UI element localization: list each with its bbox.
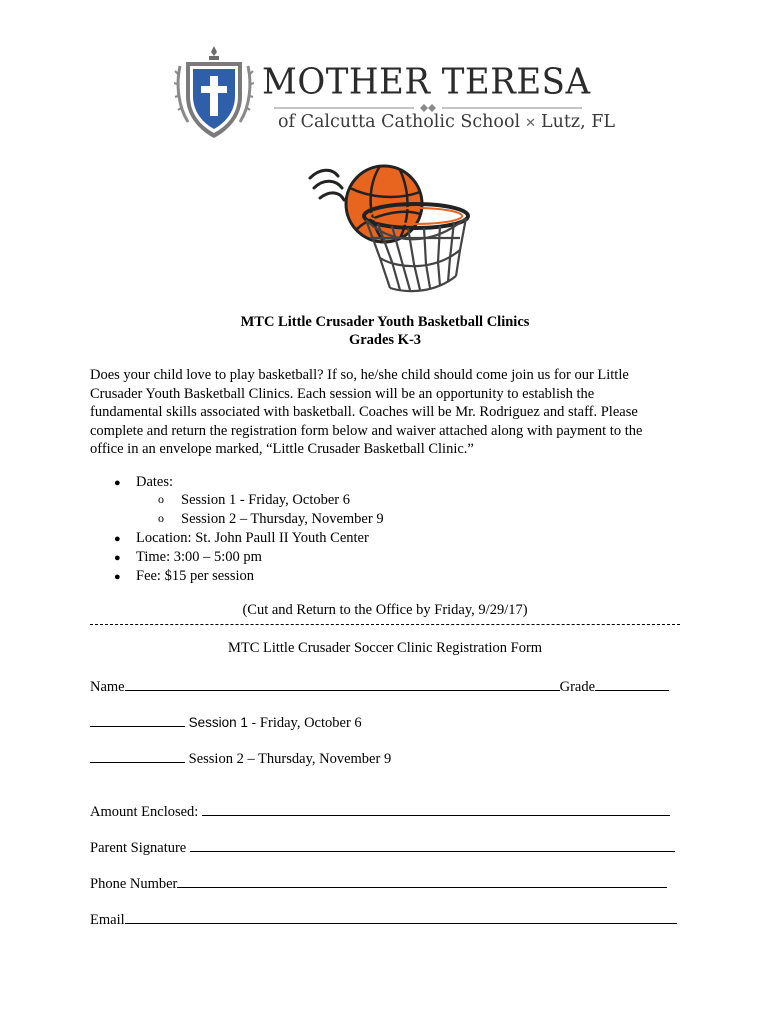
intro-paragraph (90, 366, 680, 459)
school-subtitle-name: of Calcutta Catholic School (278, 112, 521, 132)
session-1-checkbox-field[interactable] (90, 712, 185, 727)
dates-label: Dates: (136, 474, 174, 490)
school-location: Lutz, FL (540, 112, 616, 132)
session-1-date-text: Friday, October 6 (259, 715, 362, 731)
signature-field[interactable] (190, 837, 675, 852)
name-field[interactable] (125, 676, 560, 691)
name-grade-row (90, 676, 669, 696)
phone-row (90, 873, 667, 893)
phone-field[interactable] (177, 873, 667, 888)
signature-label: Parent Signature (90, 840, 190, 856)
signature-row (90, 837, 675, 857)
name-label: Name (90, 679, 125, 695)
form-title: MTC Little Crusader Soccer Clinic Registration Form (227, 640, 543, 656)
circle-bullet-icon: o (158, 511, 164, 525)
grade-label: Grade (559, 679, 596, 695)
amount-field[interactable] (202, 801, 670, 816)
location: Location: St. John Paull II Youth Center (136, 530, 369, 546)
bullet-icon: ● (114, 571, 121, 583)
paragraph-line: Does your child love to play basketball? If so, he/she child should come join us for our Little (90, 367, 629, 383)
paragraph-line: fundamental skills associated with basketball. Coaches will be Mr. Rodriguez and staff. Please (90, 404, 638, 421)
amount-row (90, 801, 670, 821)
fee: Fee: $15 per session (136, 568, 254, 584)
school-logo (174, 44, 616, 154)
paragraph-line: Crusader Youth Basketball Clinics. Each session will be an opportunity to establish the (90, 385, 595, 402)
bullet-icon: ● (114, 477, 121, 489)
email-field[interactable] (125, 909, 677, 924)
session-1-prefix: Session 1 - (188, 715, 260, 730)
session-2-date: Session 2 – Thursday, November 9 (181, 511, 384, 527)
email-row (90, 909, 677, 929)
paragraph-line: office in an envelope marked, “Little Crusader Basketball Clinic.” (90, 441, 474, 458)
session-2-checkbox-field[interactable] (90, 748, 185, 763)
circle-bullet-icon: o (158, 492, 164, 506)
grade-field[interactable] (595, 676, 669, 691)
school-name: MOTHER TERESA (262, 61, 591, 103)
session-1-row (90, 712, 362, 732)
cut-instruction: (Cut and Return to the Office by Friday, 9/29/17) (242, 602, 528, 618)
grade-range: Grades K-3 (348, 332, 422, 348)
session-2-row (90, 748, 391, 768)
flyer-title: MTC Little Crusader Youth Basketball Clinics (240, 314, 530, 330)
separator-star-icon: ✕ (525, 116, 536, 131)
time: Time: 3:00 – 5:00 pm (136, 549, 262, 565)
crest-shield-icon (174, 44, 254, 144)
basketball-hoop-icon (300, 158, 480, 298)
paragraph-line: complete and return the registration form below and waiver attached along with payment to the (90, 422, 643, 439)
session-1-date: Session 1 - Friday, October 6 (181, 492, 351, 508)
bullet-icon: ● (114, 533, 121, 545)
amount-label: Amount Enclosed: (90, 804, 202, 820)
phone-label: Phone Number (90, 876, 178, 892)
bullet-icon: ● (114, 552, 121, 564)
session-2-text: Session 2 – Thursday, November 9 (188, 751, 392, 767)
email-label: Email (90, 912, 125, 928)
school-subtitle (278, 112, 615, 132)
cut-line-divider (90, 624, 680, 625)
